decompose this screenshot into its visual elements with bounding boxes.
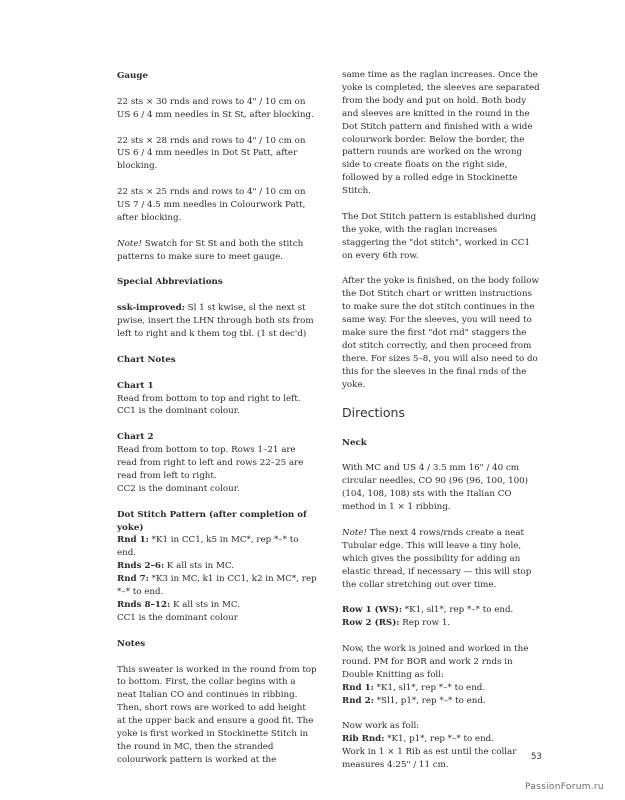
notes-heading: Notes xyxy=(117,638,146,649)
dot-rnd-8-label: Rnds 8–12: xyxy=(117,600,171,610)
notes-text-left: This sweater is worked in the round from top to bottom. First, the collar begins with a neat Italian CO and continues in ribbing. Then, short rows are worked to add height at the upper back and ensure a good fit. The yoke is first worked in Stockinette Stitch in the round in MC, then the stranded colourwork pattern is worked at the xyxy=(117,664,317,765)
yoke-paragraph: After the yoke is finished, on the body follow the Dot Stitch chart or written instructions to make sure the dot stitch continues in the same way. For the sleeves, you will need to make sure the first "dot rnd" staggers the dot stitch correctly, and then proceed from there. For sizes 5–8, you will also need to do this for the sleeves in the final rnds of the yoke. xyxy=(342,276,539,390)
chart-2-notes xyxy=(117,431,317,496)
dot-dominant-colour: CC1 is the dominant colour xyxy=(117,612,238,623)
neck-heading: Neck xyxy=(342,437,367,448)
dot-rnd-7 xyxy=(117,573,317,599)
dk-rnd-2 xyxy=(342,695,542,708)
chart-1-line-2: CC1 is the dominant colour. xyxy=(117,406,240,417)
dk-rnd-1 xyxy=(342,682,542,695)
chart-1-label: Chart 1 xyxy=(117,380,154,391)
ssk-improved-definition xyxy=(117,302,317,341)
neck-note-text: The next 4 rows/rnds create a neat Tubular edge. This will leave a tiny hole, which gives the possibility for adding an elastic thread, if necessary — this will stop the collar stretching out over time. xyxy=(342,527,532,590)
dot-rnd-7-text: *K3 in MC, k1 in CC1, k2 in MC*, rep *–* to end. xyxy=(117,574,317,598)
watermark: PassionForum.ru xyxy=(525,782,604,792)
now-work-line: Now work as foll: xyxy=(342,721,420,732)
dk-rnd-1-text: *K1, sl1*, rep *–* to end. xyxy=(373,682,486,693)
dot-stitch-paragraph: The Dot Stitch pattern is established during the yoke, with the raglan increases staggering the "dot stitch", worked in CC1 on every 6th row. xyxy=(342,211,537,261)
chart-1-line-1: Read from bottom to top and right to left. xyxy=(117,393,301,404)
neck-note xyxy=(342,527,542,592)
dot-rnd-8-text: K all sts in MC. xyxy=(170,600,241,610)
rib-rnd-text: *K1, p1*, rep *–* to end. xyxy=(384,734,494,745)
dk-rnd-1-label: Rnd 1: xyxy=(342,682,374,693)
dk-rnd-2-label: Rnd 2: xyxy=(342,695,374,706)
chart-2-line-1: Read from bottom to top. Rows 1–21 are read from right to left and rows 22–25 are read from left to right. xyxy=(117,445,304,481)
chart-2-line-2: CC2 is the dominant colour. xyxy=(117,483,240,494)
tubular-rows xyxy=(342,604,542,630)
gauge-note xyxy=(117,238,317,264)
rib-rnd-label: Rib Rnd: xyxy=(342,734,385,745)
rib-rnd xyxy=(342,733,542,746)
row-2 xyxy=(342,617,542,630)
row-1 xyxy=(342,604,542,617)
directions-heading: Directions xyxy=(342,404,405,420)
right-column xyxy=(342,69,542,772)
dot-rnd-1-text: *K1 in CC1, k5 in MC*, rep *–* to end. xyxy=(117,535,299,559)
gauge-heading: Gauge xyxy=(117,71,148,81)
dot-rnd-2-label: Rnds 2–6: xyxy=(117,561,165,572)
ssk-text: Sl 1 st kwise, sl the next st pwise, insert the LHN through both sts from left to right and k them tog tbl. (1 st dec'd) xyxy=(117,303,314,340)
row-1-text: *K1, sl1*, rep *–* to end. xyxy=(402,605,514,616)
dot-rnd-2-6 xyxy=(117,560,317,573)
chart-2-label: Chart 2 xyxy=(117,432,154,443)
page-number: 53 xyxy=(531,752,542,762)
gauge-1: 22 sts × 30 rnds and rows to 4" / 10 cm on US 6 / 4 mm needles in St St, after blocking. xyxy=(117,96,314,120)
neck-note-label: Note! xyxy=(342,527,367,538)
dot-rnd-1 xyxy=(117,534,317,560)
row-2-label: Row 2 (RS): xyxy=(342,618,400,629)
gauge-3: 22 sts × 25 rnds and rows to 4" / 10 cm on US 7 / 4.5 mm needles in Colourwork Patt, after blocking. xyxy=(117,187,306,223)
dot-stitch-pattern xyxy=(117,509,317,625)
dot-rnd-1-label: Rnd 1: xyxy=(117,535,149,546)
dk-rnd-2-text: *Sl1, p1*, rep *–* to end. xyxy=(373,695,486,706)
row-1-label: Row 1 (WS): xyxy=(342,605,403,616)
chart-1-notes xyxy=(117,380,317,419)
rib-section xyxy=(342,720,542,772)
dot-rnd-7-label: Rnd 7: xyxy=(117,574,149,585)
joined-paragraph: Now, the work is joined and worked in the round. PM for BOR and work 2 rnds in Double Knitting as foll: xyxy=(342,644,529,680)
double-knitting xyxy=(342,643,542,708)
abbreviations-heading: Special Abbreviations xyxy=(117,277,223,288)
note-label: Note! xyxy=(117,238,142,249)
gauge-2: 22 sts × 28 rnds and rows to 4" / 10 cm on US 6 / 4 mm needles in Dot St Patt, after blocking. xyxy=(117,135,306,172)
neck-paragraph: With MC and US 4 / 3.5 mm 16" / 40 cm circular needles, CO 90 (96 (96, 100, 100) (104, 108, 108) sts with the Italian CO method in 1 × 1 ribbing. xyxy=(342,463,529,513)
note-text: Swatch for St St and both the stitch patterns to make sure to meet gauge. xyxy=(117,238,304,262)
notes-text-right: same time as the raglan increases. Once the yoke is completed, the sleeves are separated from the body and put on hold. Both body and sleeves are knitted in the round in the Dot Stitch pattern and finished with a wide colourwork border. Below the border, the pattern rounds are worked on the wrong side to create floats on the right side, followed by a rolled edge in Stockinette Stitch. xyxy=(342,70,540,197)
chart-notes-heading: Chart Notes xyxy=(117,354,176,365)
dot-rnd-8-12 xyxy=(117,599,317,612)
rib-work-line: Work in 1 × 1 Rib as est until the collar measures 4.25" / 11 cm. xyxy=(342,747,517,771)
row-2-text: Rep row 1. xyxy=(399,618,451,629)
ssk-label: ssk-improved: xyxy=(117,303,185,314)
left-column xyxy=(117,70,317,767)
dot-stitch-heading: Dot Stitch Pattern (after completion of yoke) xyxy=(117,509,307,533)
dot-rnd-2-text: K all sts in MC. xyxy=(164,561,234,572)
